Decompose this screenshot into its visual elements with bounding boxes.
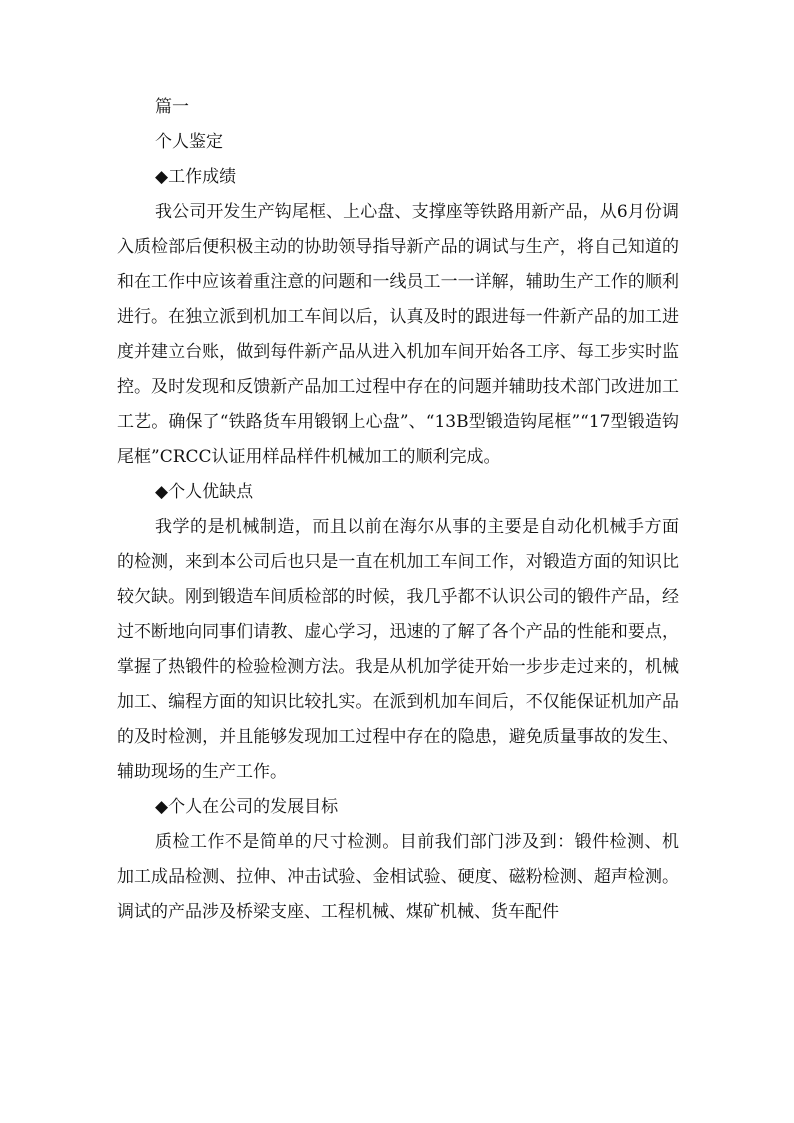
section-title-work-results: ◆工作成绩 — [155, 167, 237, 187]
document-body — [117, 90, 679, 930]
section-title-development-goals: ◆个人在公司的发展目标 — [155, 797, 339, 817]
section-body-strengths-weaknesses: 我学的是机械制造，而且以前在海尔从事的主要是自动化机械手方面的检测，来到本公司后也只是一直在机加工车间工作，对锻造方面的知识比较欠缺。刚到锻造车间质检部的时候，我几乎都不认识公司的锻件产品，经过不断地向同事们请教、虚心学习，迅速的了解了各个产品的性能和要点，掌握了热锻件的检验检测方法。我是从机加学徒开始一步步走过来的，机械加工、编程方面的知识比较扎实。在派到机加车间后，不仅能保证机加产品的及时检测，并且能够发现加工过程中存在的隐患，避免质量事故的发生、辅助现场的生产工作。 — [117, 517, 679, 782]
heading-part: 篇一 — [155, 97, 189, 117]
section-body-work-results: 我公司开发生产钩尾框、上心盘、支撑座等铁路用新产品，从6月份调入质检部后便积极主动的协助领导指导新产品的调试与生产，将自己知道的和在工作中应该着重注意的问题和一线员工一一详解，辅助生产工作的顺利进行。在独立派到机加工车间以后，认真及时的跟进每一件新产品的加工进度并建立台账，做到每件新产品从进入机加车间开始各工序、每工步实时监控。及时发现和反馈新产品加工过程中存在的问题并辅助技术部门改进加工工艺。确保了“铁路货车用锻钢上心盘”、“13B型锻造钩尾框”“17型锻造钩尾框”CRCC认证用样品样件机械加工的顺利完成。 — [117, 202, 679, 467]
section-body-development-goals: 质检工作不是简单的尺寸检测。目前我们部门涉及到：锻件检测、机加工成品检测、拉伸、冲击试验、金相试验、硬度、磁粉检测、超声检测。调试的产品涉及桥梁支座、工程机械、煤矿机械、货车配件 — [117, 832, 679, 922]
heading-title: 个人鉴定 — [155, 132, 223, 152]
section-title-strengths-weaknesses: ◆个人优缺点 — [155, 482, 254, 502]
